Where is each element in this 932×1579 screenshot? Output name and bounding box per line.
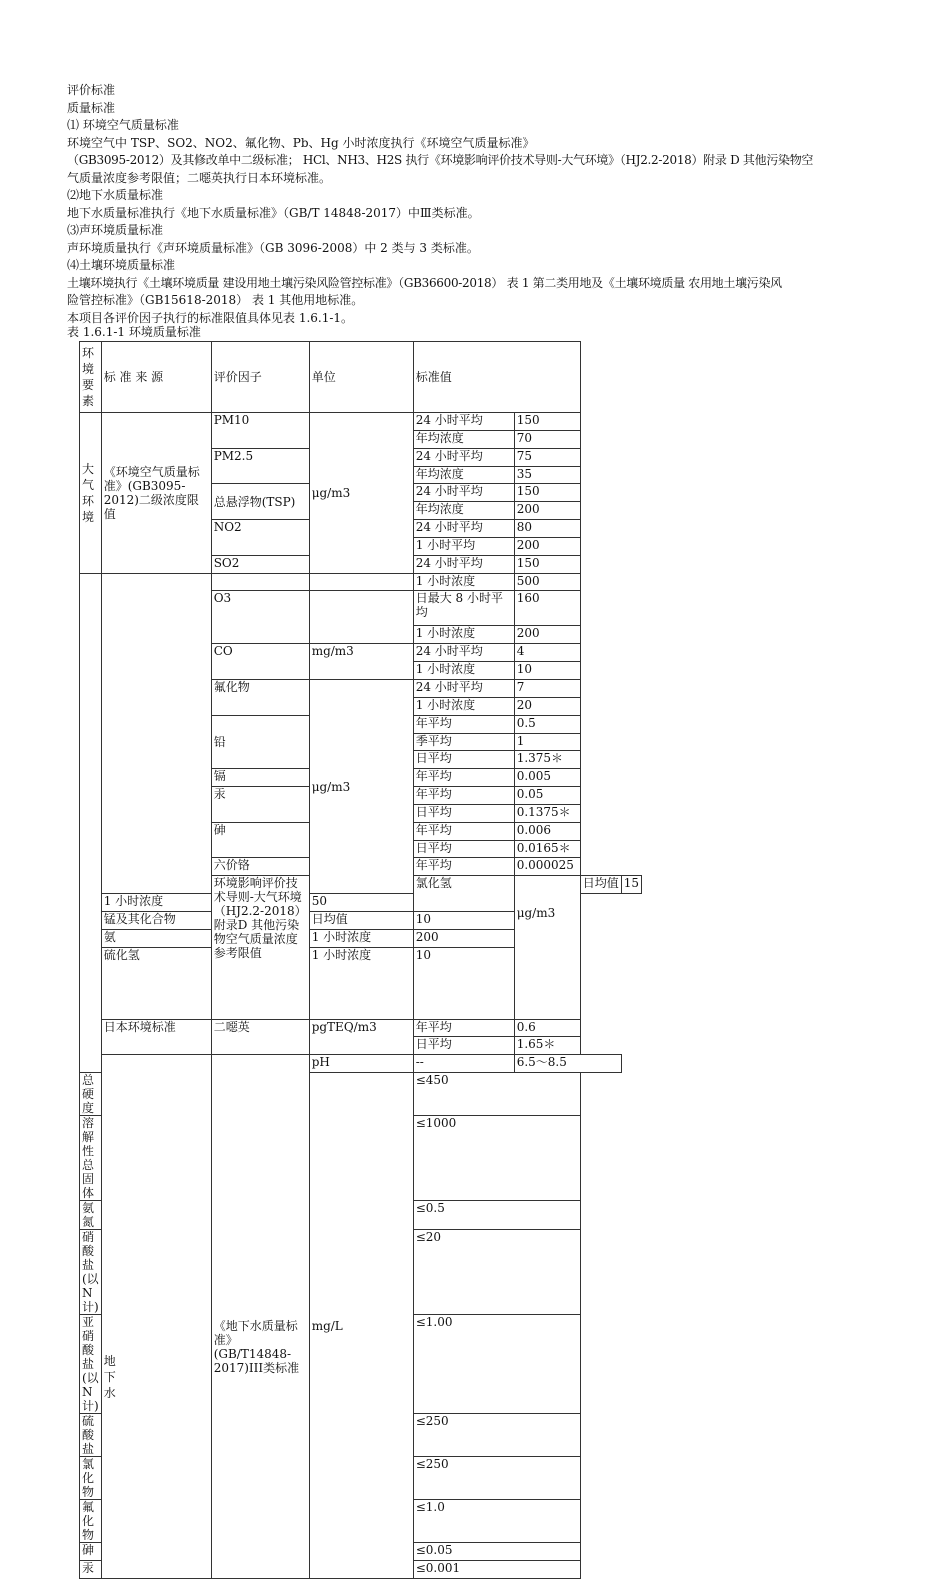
value-cell: ≤450 — [413, 1073, 580, 1116]
factor-cell: 氟化物 — [80, 1500, 102, 1543]
period-cell: 24 小时平均 — [413, 679, 514, 697]
factor-cell: 氯化物 — [80, 1457, 102, 1500]
text-line: 本项目各评价因子执行的标准限值具体见表 1.6.1-1。 — [67, 310, 354, 325]
value-cell: 200 — [413, 929, 514, 947]
period-cell: 1 小时浓度 — [413, 662, 514, 680]
period-cell: 24 小时平均 — [413, 448, 514, 466]
unit-cell: μg/m3 — [514, 876, 580, 1019]
value-cell: 200 — [514, 502, 580, 520]
period-cell: 年平均 — [413, 787, 514, 805]
period-cell: 1 小时浓度 — [309, 947, 413, 1019]
period-cell: 1 小时浓度 — [309, 929, 413, 947]
text-line: ⑷土壤环境质量标准 — [67, 258, 176, 272]
text-line: 气质量浓度参考限值；二噁英执行日本环境标准。 — [67, 170, 332, 185]
factor-cell: PM2.5 — [211, 448, 309, 484]
value-cell: 150 — [514, 555, 580, 573]
factor-cell: 汞 — [211, 787, 309, 823]
factor-cell: 氨氮 — [80, 1201, 102, 1230]
period-cell: 年均浓度 — [413, 466, 514, 484]
table-row — [80, 573, 642, 591]
factor-cell: 砷 — [211, 822, 309, 858]
table-row — [80, 1019, 642, 1037]
value-cell: 0.006 — [514, 822, 580, 840]
text-line: 险管控标准》（GB15618-2018） 表 1 其他用地标准。 — [67, 293, 364, 307]
period-cell: 24 小时平均 — [413, 484, 514, 502]
unit-cell: pgTEQ/m3 — [309, 1019, 413, 1055]
period-cell: 年平均 — [413, 1019, 514, 1037]
period-cell: 1 小时浓度 — [413, 573, 514, 591]
value-cell: 10 — [413, 947, 514, 1019]
period-cell: 年均浓度 — [413, 430, 514, 448]
value-cell: ≤1000 — [413, 1116, 580, 1201]
intro-text — [67, 82, 887, 327]
value-cell: 0.0165＊ — [514, 840, 580, 858]
standards-table — [79, 341, 642, 1579]
value-cell: 200 — [514, 626, 580, 644]
period-cell: 24 小时平均 — [413, 555, 514, 573]
period-cell: 季平均 — [413, 733, 514, 751]
period-cell: 年平均 — [413, 858, 514, 876]
text-line: 土壤环境执行《土壤环境质量 建设用地土壤污染风险管控标准》（GB36600-2018） 表 1 第二类用地及《土壤环境质量 农用地土壤污染风 — [67, 275, 782, 290]
factor-cell: 镉 — [211, 769, 309, 787]
factor-cell: 二噁英 — [211, 1019, 309, 1055]
period-cell: 年平均 — [413, 769, 514, 787]
value-cell: 75 — [514, 448, 580, 466]
value-cell: ≤1.0 — [413, 1500, 580, 1543]
text-line: 质量标准 — [67, 100, 116, 115]
header-factor: 评价因子 — [211, 342, 309, 413]
factor-cell: 亚硝酸盐(以 N 计) — [80, 1315, 102, 1414]
value-cell: 70 — [514, 430, 580, 448]
table-header-row — [80, 342, 642, 413]
period-cell: 日均值 — [309, 911, 413, 929]
period-cell: 1 小时平均 — [413, 537, 514, 555]
text-line: 地下水质量标准执行《地下水质量标准》（GB/T 14848-2017）中Ⅲ类标准。 — [67, 205, 480, 220]
factor-cell: 硫化氢 — [101, 947, 211, 1019]
factor-cell: 氯化氢 — [413, 876, 514, 912]
factor-cell: CO — [211, 644, 309, 680]
period-cell: 日平均 — [413, 804, 514, 822]
value-cell: 200 — [514, 537, 580, 555]
source-japan: 日本环境标准 — [101, 1019, 211, 1055]
text-line: ⑴ 环境空气质量标准 — [67, 118, 179, 132]
value-cell: 7 — [514, 679, 580, 697]
factor-cell: 汞 — [80, 1561, 102, 1579]
table-caption: 表 1.6.1-1 环境质量标准 — [67, 325, 201, 339]
period-cell: 日平均 — [413, 1037, 514, 1055]
text-line: （GB3095-2012）及其修改单中二级标准； HCl、NH3、H2S 执行《环境影响评价技术导则-大气环境》（HJ2.2-2018）附录 D 其他污染物空 — [67, 153, 814, 167]
period-cell: 年均浓度 — [413, 502, 514, 520]
table-row — [80, 413, 642, 431]
unit-cell: μg/m3 — [309, 679, 413, 893]
value-cell: 0.5 — [514, 715, 580, 733]
value-cell: 0.000025 — [514, 858, 580, 876]
source-gb3095: 《环境空气质量标准》(GB3095-2012)二级浓度限值 — [101, 413, 211, 574]
header-source: 标 准 来 源 — [101, 342, 211, 413]
factor-cell: 砷 — [80, 1543, 102, 1561]
value-cell: 10 — [514, 662, 580, 680]
factor-cell: 氟化物 — [211, 679, 309, 715]
value-cell: 0.005 — [514, 769, 580, 787]
value-cell: 0.1375＊ — [514, 804, 580, 822]
value-cell: 0.6 — [514, 1019, 580, 1037]
factor-cell: pH — [309, 1055, 413, 1073]
source-gw: 《地下水质量标准》(GB/T14848-2017)III类标准 — [211, 1055, 309, 1579]
value-cell: 1.65＊ — [514, 1037, 580, 1055]
text-line: 评价标准 — [67, 83, 116, 97]
period-cell: 1 小时浓度 — [413, 697, 514, 715]
header-value: 标准值 — [413, 342, 580, 413]
period-cell: 年平均 — [413, 715, 514, 733]
value-cell: 500 — [514, 573, 580, 591]
value-cell: 4 — [514, 644, 580, 662]
group-air: 大气环境 — [82, 461, 95, 524]
period-cell: 24 小时平均 — [413, 644, 514, 662]
value-cell: 10 — [413, 911, 514, 929]
unit-cell: μg/m3 — [309, 413, 413, 574]
factor-cell: SO2 — [211, 555, 309, 573]
factor-cell: 硫酸盐 — [80, 1414, 102, 1457]
period-cell: 日最大 8 小时平均 — [413, 591, 514, 626]
factor-cell: 锰及其化合物 — [101, 911, 211, 929]
period-cell: 1 小时浓度 — [101, 894, 211, 912]
value-cell: 35 — [514, 466, 580, 484]
header-unit: 单位 — [309, 342, 413, 413]
value-cell: ≤0.5 — [413, 1201, 580, 1230]
text-line: 环境空气中 TSP、SO2、NO2、氟化物、Pb、Hg 小时浓度执行《环境空气质量标准》 — [67, 135, 535, 150]
period-cell: 1 小时浓度 — [413, 626, 514, 644]
factor-cell: 硝酸盐(以 N 计) — [80, 1230, 102, 1315]
value-cell: ≤1.00 — [413, 1315, 580, 1414]
factor-cell: 总硬度 — [80, 1073, 102, 1116]
value-cell: 1.375＊ — [514, 751, 580, 769]
group-groundwater: 地下水 — [103, 1353, 116, 1400]
period-cell: 24 小时平均 — [413, 413, 514, 431]
period-cell: 年平均 — [413, 822, 514, 840]
value-cell: ≤0.001 — [413, 1561, 580, 1579]
source-hj22: 环境影响评价技术导则-大气环境（HJ2.2-2018）附录D 其他污染物空气质量浓度参考限值 — [211, 876, 309, 1019]
period-cell: 日平均 — [413, 751, 514, 769]
unit-cell: mg/L — [309, 1073, 413, 1579]
factor-cell: NO2 — [211, 520, 309, 556]
value-cell: 50 — [309, 894, 413, 912]
text-line: ⑶声环境质量标准 — [67, 223, 164, 237]
value-cell: 0.05 — [514, 787, 580, 805]
value-cell: 1 — [514, 733, 580, 751]
factor-cell: 总悬浮物(TSP) — [211, 484, 309, 520]
value-cell: 150 — [514, 413, 580, 431]
value-cell: 20 — [514, 697, 580, 715]
value-cell: 80 — [514, 520, 580, 538]
value-cell: 150 — [514, 484, 580, 502]
value-cell: ≤250 — [413, 1414, 580, 1457]
factor-cell: 铅 — [211, 715, 309, 769]
value-cell: 6.5～8.5 — [514, 1055, 621, 1073]
value-cell: ≤250 — [413, 1457, 580, 1500]
factor-cell: 溶解性总固体 — [80, 1116, 102, 1201]
period-cell: 24 小时平均 — [413, 520, 514, 538]
factor-cell: O3 — [211, 591, 309, 644]
value-cell: 15 — [621, 876, 641, 894]
table-row — [80, 1055, 642, 1073]
factor-cell: 六价铬 — [211, 858, 309, 876]
text-line: ⑵地下水质量标准 — [67, 188, 164, 202]
period-cell: 日均值 — [580, 876, 621, 894]
unit-cell: -- — [413, 1055, 514, 1073]
factor-cell: PM10 — [211, 413, 309, 449]
header-element: 环境要素 — [82, 346, 95, 408]
unit-cell: mg/m3 — [309, 644, 413, 680]
value-cell: ≤20 — [413, 1230, 580, 1315]
value-cell: 160 — [514, 591, 580, 626]
text-line: 声环境质量执行《声环境质量标准》（GB 3096-2008）中 2 类与 3 类标准。 — [67, 240, 479, 255]
value-cell: ≤0.05 — [413, 1543, 580, 1561]
period-cell: 日平均 — [413, 840, 514, 858]
factor-cell: 氨 — [101, 929, 211, 947]
